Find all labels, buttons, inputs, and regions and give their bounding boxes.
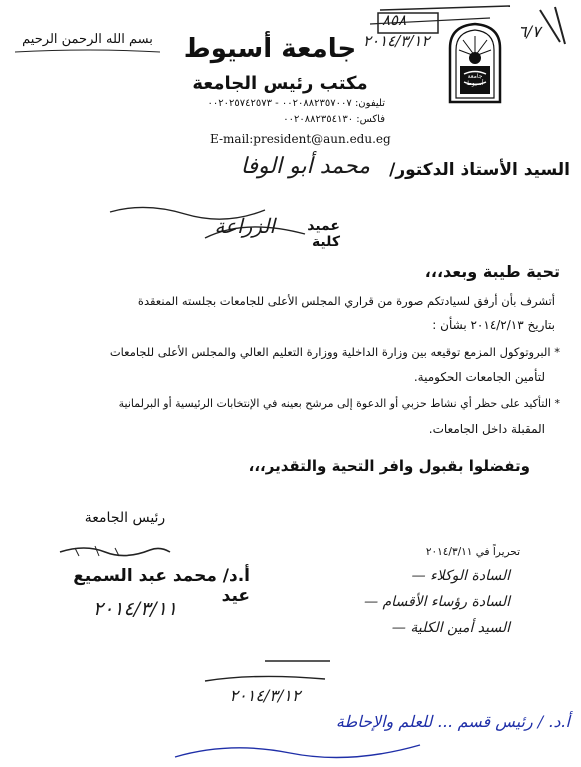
cc-item: السادة رؤساء الأقسام — [364, 594, 510, 610]
fax-label: فاكس: [356, 114, 385, 125]
basmala-underline [10, 48, 165, 56]
list-item-2-line-2: المقبلة داخل الجامعات. [428, 422, 545, 436]
list-item-2-line-1: التأكيد على حظر أي نشاط حزبي أو الدعوة إلى مرشح بعينه في الإنتخابات الرئيسية أو البرلمانية [118, 397, 551, 410]
signature-date: ٢٠١٤/٣/١١ [92, 598, 178, 620]
addressee-title: السيد الأستاذ الدكتور/ [389, 160, 570, 180]
cc-list [270, 568, 510, 646]
bullet: * [554, 397, 560, 410]
corner-mark: ٦/٧ [518, 22, 541, 41]
bottom-date: ٢٠١٤/٣/١٢ [229, 686, 301, 705]
handwritten-faculty: الزراعة [214, 214, 275, 238]
closing: وتفضلوا بقبول وافر التحية والتقدير،،، [248, 457, 530, 475]
university-name: جامعة أسيوط [183, 34, 357, 64]
bullet: * [554, 345, 560, 359]
phone-label: تليفون: [354, 98, 385, 109]
signature-mark [55, 540, 175, 562]
university-logo [446, 22, 504, 104]
handwritten-name: محمد أبو الوفا [240, 154, 370, 179]
paragraph-1-cont: بتاريخ ٢٠١٤/٢/١٣ بشأن : [432, 318, 555, 332]
cc-item: السادة الوكلاء — [411, 568, 510, 584]
fax-value: ٠٠٢٠٨٨٢٣٥٤١٣٠ [283, 114, 354, 125]
dean-label: عميد كلية [307, 218, 340, 250]
email-line: E-mail:president@aun.edu.eg [210, 132, 391, 146]
list-item-1-line-2: لتأمين الجامعات الحكومية. [413, 370, 545, 384]
bottom-blue-strokes [170, 735, 430, 765]
greeting: تحية طيبة وبعد،،، [424, 262, 560, 281]
stamp-date: ٢٠١٤/٣/١٢ [363, 32, 430, 50]
cc-item: السيد أمين الكلية — [391, 620, 510, 636]
logo-text: جامعة أسيوط [466, 73, 484, 87]
bottom-note: أ.د. / رئيس قسم ... للعلم والإحاطة [335, 712, 570, 731]
list-item-2 [70, 397, 560, 410]
list-item-1 [70, 345, 560, 359]
written-on: تحريراً في ٢٠١٤/٣/١١ [425, 546, 520, 558]
basmala: بسم الله الرحمن الرحيم [22, 32, 153, 47]
list-item-1-line-1: البروتوكول المزمع توقيعه بين وزارة الداخلية ووزارة التعليم العالي والمجلس الأعلى للجامعات [109, 345, 551, 359]
fax-line [225, 114, 385, 125]
stamp-number: ٨٥٨ [382, 11, 407, 29]
office-name: مكتب رئيس الجامعة [192, 73, 368, 94]
phone-values: ٠٠٢٠٨٨٢٣٥٧٠٠٧ - ٠٠٢٠٢٥٧٤٢٥٧٣ [207, 98, 352, 109]
paragraph-1: أتشرف بأن أرفق لسيادتكم صورة من قراري المجلس الأعلى للجامعات بجلسته المنعقدة [137, 294, 555, 308]
signature-title: رئيس الجامعة [84, 510, 166, 526]
phone-line [180, 98, 385, 109]
signature-name: أ.د/ محمد عبد السميع عيد [73, 566, 250, 606]
